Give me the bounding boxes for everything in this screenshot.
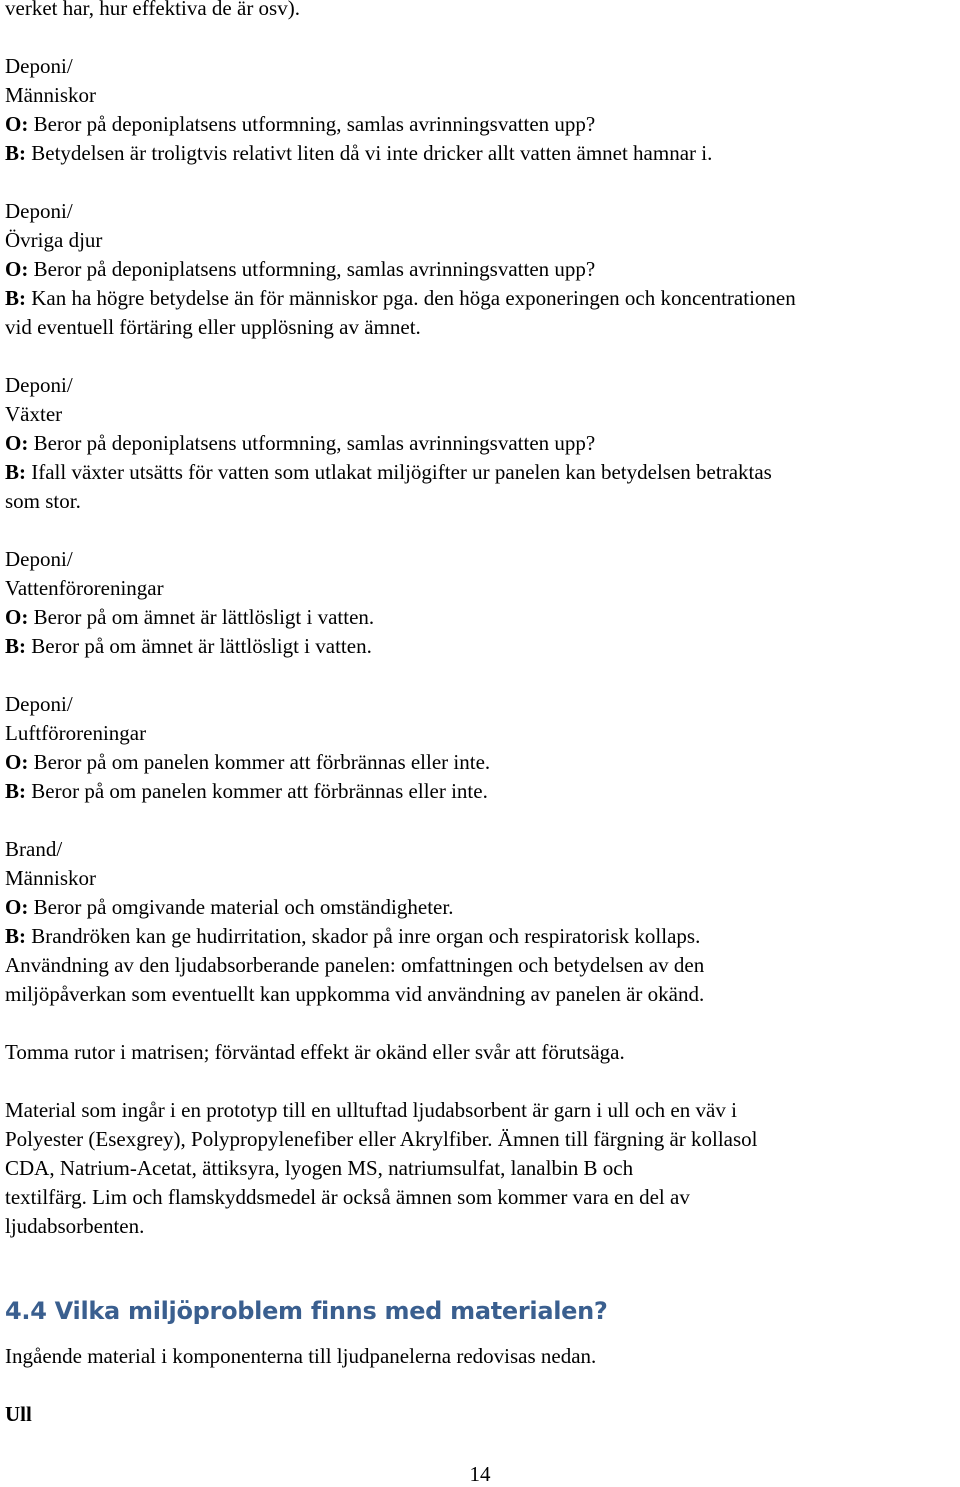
section-heading: 4.4 Vilka miljöproblem finns med materialen? bbox=[5, 1297, 608, 1325]
block-b-line-continued: vid eventuell förtäring eller upplösning av ämnet. bbox=[5, 315, 421, 339]
o-label: O: bbox=[5, 431, 29, 455]
usage-paragraph bbox=[5, 951, 955, 1009]
o-text: Beror på omgivande material och omständigheter. bbox=[33, 895, 454, 919]
impact-block-deponi-ovriga-djur bbox=[5, 197, 955, 342]
spacer bbox=[5, 1009, 955, 1038]
b-label: B: bbox=[5, 779, 26, 803]
impact-block-deponi-manniskor bbox=[5, 52, 955, 168]
subheading-ull: Ull bbox=[5, 1402, 32, 1426]
paragraph-line: Material som ingår i en prototyp till en ulltuftad ljudabsorbent är garn i ull och en väv i bbox=[5, 1098, 737, 1122]
b-text: Ifall växter utsätts för vatten som utlakat miljögifter ur panelen kan betydelsen betraktas bbox=[31, 460, 772, 484]
block-target: Vattenföroreningar bbox=[5, 576, 164, 600]
spacer bbox=[5, 806, 955, 835]
block-category: Brand/ bbox=[5, 837, 63, 861]
block-o-line bbox=[5, 603, 955, 632]
block-o-line bbox=[5, 748, 955, 777]
b-label: B: bbox=[5, 286, 26, 310]
spacer bbox=[5, 23, 955, 52]
block-category: Deponi/ bbox=[5, 199, 73, 223]
spacer bbox=[5, 516, 955, 545]
block-b-line bbox=[5, 632, 955, 661]
paragraph-line: textilfärg. Lim och flamskyddsmedel är också ämnen som kommer vara en del av bbox=[5, 1185, 690, 1209]
impact-block-brand-manniskor bbox=[5, 835, 955, 951]
block-o-line bbox=[5, 429, 955, 458]
block-b-line bbox=[5, 922, 955, 951]
materials-paragraph bbox=[5, 1096, 955, 1241]
b-text: Betydelsen är troligtvis relativt liten då vi inte dricker allt vatten ämnet hamnar i. bbox=[31, 141, 713, 165]
block-category: Deponi/ bbox=[5, 692, 73, 716]
b-text: Brandröken kan ge hudirritation, skador på inre organ och respiratorisk kollaps. bbox=[31, 924, 701, 948]
paragraph-line: ljudabsorbenten. bbox=[5, 1214, 145, 1238]
o-text: Beror på deponiplatsens utformning, samlas avrinningsvatten upp? bbox=[33, 112, 596, 136]
b-text: Kan ha högre betydelse än för människor pga. den höga exponeringen och koncentrationen bbox=[31, 286, 796, 310]
o-label: O: bbox=[5, 605, 29, 629]
spacer bbox=[5, 661, 955, 690]
block-b-line bbox=[5, 458, 955, 487]
o-label: O: bbox=[5, 112, 29, 136]
paragraph-line: CDA, Natrium-Acetat, ättiksyra, lyogen MS, natriumsulfat, lanalbin B och bbox=[5, 1156, 634, 1180]
block-b-line bbox=[5, 777, 955, 806]
spacer bbox=[5, 1241, 955, 1291]
block-b-line bbox=[5, 139, 955, 168]
spacer bbox=[5, 1331, 955, 1342]
paragraph-line: Användning av den ljudabsorberande panelen: omfattningen och betydelsen av den bbox=[5, 953, 705, 977]
b-label: B: bbox=[5, 460, 26, 484]
block-o-line bbox=[5, 255, 955, 284]
spacer bbox=[5, 168, 955, 197]
b-text: Beror på om ämnet är lättlösligt i vatten. bbox=[31, 634, 372, 658]
block-target: Människor bbox=[5, 866, 96, 890]
block-target: Övriga djur bbox=[5, 228, 103, 252]
block-category: Deponi/ bbox=[5, 54, 73, 78]
paragraph-line: miljöpåverkan som eventuellt kan uppkomma vid användning av panelen är okänd. bbox=[5, 982, 705, 1006]
paragraph-line: Polyester (Esexgrey), Polypropylenefiber eller Akrylfiber. Ämnen till färgning är kollasol bbox=[5, 1127, 758, 1151]
o-label: O: bbox=[5, 895, 29, 919]
o-label: O: bbox=[5, 750, 29, 774]
block-target: Luftföroreningar bbox=[5, 721, 147, 745]
block-o-line bbox=[5, 110, 955, 139]
b-label: B: bbox=[5, 141, 26, 165]
block-b-line bbox=[5, 284, 955, 313]
block-target: Människor bbox=[5, 83, 96, 107]
o-text: Beror på om ämnet är lättlösligt i vatten. bbox=[33, 605, 375, 629]
b-label: B: bbox=[5, 924, 26, 948]
document-page bbox=[5, 0, 955, 1429]
block-b-line-continued: som stor. bbox=[5, 489, 81, 513]
block-category: Deponi/ bbox=[5, 547, 73, 571]
impact-block-deponi-luftfororeningar bbox=[5, 690, 955, 806]
o-text: Beror på deponiplatsens utformning, samlas avrinningsvatten upp? bbox=[33, 257, 596, 281]
block-target: Växter bbox=[5, 402, 63, 426]
section-intro: Ingående material i komponenterna till ljudpanelerna redovisas nedan. bbox=[5, 1344, 597, 1368]
o-text: Beror på om panelen kommer att förbrännas eller inte. bbox=[33, 750, 491, 774]
block-category: Deponi/ bbox=[5, 373, 73, 397]
b-label: B: bbox=[5, 634, 26, 658]
spacer bbox=[5, 342, 955, 371]
b-text: Beror på om panelen kommer att förbrännas eller inte. bbox=[31, 779, 488, 803]
intro-tail-text: verket har, hur effektiva de är osv). bbox=[5, 0, 300, 20]
o-label: O: bbox=[5, 257, 29, 281]
page-number: 14 bbox=[469, 1462, 491, 1486]
block-o-line bbox=[5, 893, 955, 922]
o-text: Beror på deponiplatsens utformning, samlas avrinningsvatten upp? bbox=[33, 431, 596, 455]
spacer bbox=[5, 1067, 955, 1096]
impact-block-deponi-vaxter bbox=[5, 371, 955, 516]
impact-block-deponi-vattenfororeningar bbox=[5, 545, 955, 661]
empty-cells-note: Tomma rutor i matrisen; förväntad effekt är okänd eller svår att förutsäga. bbox=[5, 1040, 625, 1064]
spacer bbox=[5, 1371, 955, 1400]
